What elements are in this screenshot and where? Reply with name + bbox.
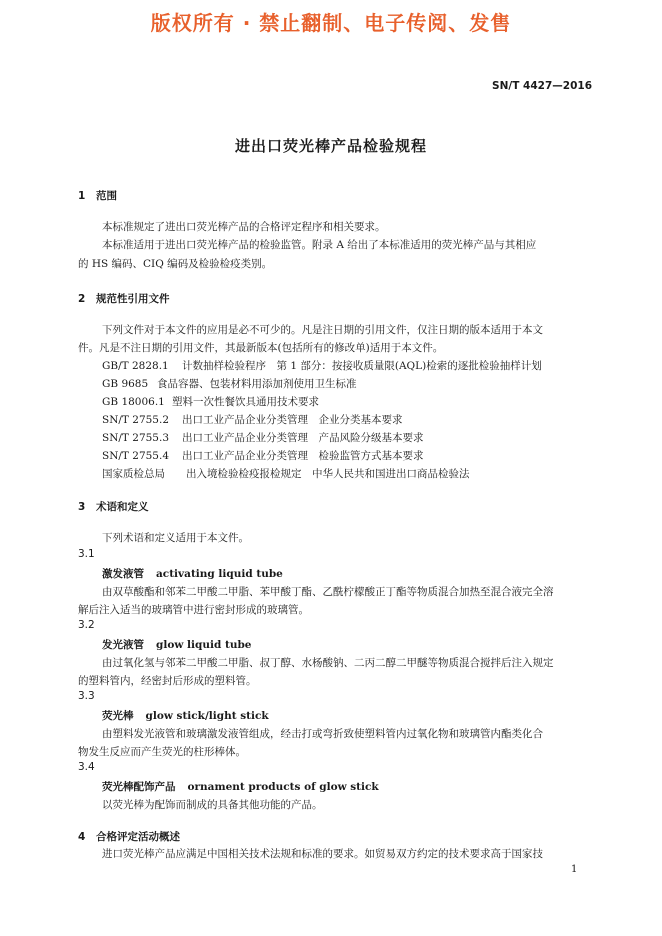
reference-code: 国家质检总局 <box>102 468 165 480</box>
term-heading <box>102 566 283 581</box>
reference-title: 出口工业产品企业分类管理 检验监管方式基本要求 <box>182 450 424 462</box>
term-cn: 荧光棒配饰产品 <box>102 781 176 793</box>
term-definition-line-1: 以荧光棒为配饰而制成的具备其他功能的产品。 <box>102 799 323 811</box>
term-definition-line-2: 的塑料管内，经密封后形成的塑料管。 <box>78 675 257 687</box>
term-number: 3.2 <box>78 619 95 631</box>
scope-paragraph-1: 本标准规定了进出口荧光棒产品的合格评定程序和相关要求。 <box>102 221 386 233</box>
term-number: 3.4 <box>78 761 95 773</box>
reference-code: SN/T 2755.3 <box>102 432 169 444</box>
term-cn: 荧光棒 <box>102 710 134 722</box>
term-definition-line-1: 由过氧化氢与邻苯二甲酸二甲脂、叔丁醇、水杨酸钠、二丙二醇二甲醚等物质混合搅拌后注入规定 <box>102 657 554 669</box>
reference-code: GB 9685 <box>102 378 149 390</box>
reference-code: SN/T 2755.2 <box>102 414 169 426</box>
term-cn: 发光液管 <box>102 639 144 651</box>
term-en: activating liquid tube <box>156 568 283 580</box>
term-heading <box>102 779 379 794</box>
term-definition-line-2: 物发生反应而产生荧光的柱形棒体。 <box>78 746 246 758</box>
section-title: 合格评定活动概述 <box>96 831 180 843</box>
page-number: 1 <box>571 864 578 875</box>
term-number: 3.1 <box>78 548 95 560</box>
term-definition-line-2: 解后注入适当的玻璃管中进行密封形成的玻璃管。 <box>78 604 309 616</box>
term-heading <box>102 708 269 723</box>
reference-code: GB/T 2828.1 <box>102 360 169 372</box>
document-title: 进出口荧光棒产品检验规程 <box>234 137 427 155</box>
term-cn: 激发液管 <box>102 568 144 580</box>
reference-item <box>102 358 542 373</box>
scope-paragraph-2-line-2: 的 HS 编码、CIQ 编码及检验检疫类别。 <box>78 258 273 270</box>
standard-number: SN/T 4427—2016 <box>492 80 592 92</box>
section-number: 1 <box>78 190 86 202</box>
term-en: ornament products of glow stick <box>187 781 379 793</box>
reference-title: 出入境检验检疫报检规定 中华人民共和国进出口商品检验法 <box>186 468 470 480</box>
term-definition-line-1: 由双草酸酯和邻苯二甲酸二甲脂、苯甲酸丁酯、乙酰柠檬酸正丁酯等物质混合加热至混合液完全溶 <box>102 586 554 598</box>
normative-intro-line-2: 件。凡是不注日期的引用文件，其最新版本(包括所有的修改单)适用于本文件。 <box>78 342 444 354</box>
reference-title: 食品容器、包装材料用添加剂使用卫生标准 <box>157 378 357 390</box>
section-number: 3 <box>78 501 86 513</box>
reference-title: 出口工业产品企业分类管理 产品风险分级基本要求 <box>182 432 424 444</box>
reference-item <box>102 466 470 481</box>
section-heading-4 <box>78 829 180 844</box>
overview-paragraph: 进口荧光棒产品应满足中国相关技术法规和标准的要求。如贸易双方约定的技术要求高于国家技 <box>102 848 543 860</box>
reference-title: 计数抽样检验程序 第 1 部分：按接收质量限(AQL)检索的逐批检验抽样计划 <box>182 360 542 372</box>
reference-code: GB 18006.1 <box>102 396 165 408</box>
scope-paragraph-2-line-1: 本标准适用于进出口荧光棒产品的检验监管。附录 A 给出了本标准适用的荧光棒产品与其相应 <box>102 239 537 251</box>
watermark: 版权所有 · 禁止翻制、电子传阅、发售 <box>150 11 512 35</box>
reference-item <box>102 376 357 391</box>
reference-title: 塑料一次性餐饮具通用技术要求 <box>172 396 319 408</box>
term-number: 3.3 <box>78 690 95 702</box>
reference-item <box>102 412 403 427</box>
reference-item <box>102 394 319 409</box>
section-heading-3 <box>78 499 149 514</box>
reference-item <box>102 430 424 445</box>
section-title: 范围 <box>96 190 117 202</box>
term-en: glow stick/light stick <box>145 710 269 722</box>
section-heading-1 <box>78 188 117 203</box>
section-number: 4 <box>78 831 86 843</box>
section-title: 术语和定义 <box>96 501 149 513</box>
section-heading-2 <box>78 291 170 306</box>
section-title: 规范性引用文件 <box>96 293 170 305</box>
section-number: 2 <box>78 293 86 305</box>
reference-code: SN/T 2755.4 <box>102 450 169 462</box>
reference-item <box>102 448 424 463</box>
term-definition-line-1: 由塑料发光液管和玻璃激发液管组成，经击打或弯折致使塑料管内过氧化物和玻璃管内酯类化合 <box>102 728 543 740</box>
term-heading <box>102 637 251 652</box>
normative-intro-line-1: 下列文件对于本文件的应用是必不可少的。凡是注日期的引用文件，仅注日期的版本适用于本文 <box>102 324 543 336</box>
terms-intro: 下列术语和定义适用于本文件。 <box>102 532 249 544</box>
reference-title: 出口工业产品企业分类管理 企业分类基本要求 <box>182 414 403 426</box>
term-en: glow liquid tube <box>156 639 252 651</box>
